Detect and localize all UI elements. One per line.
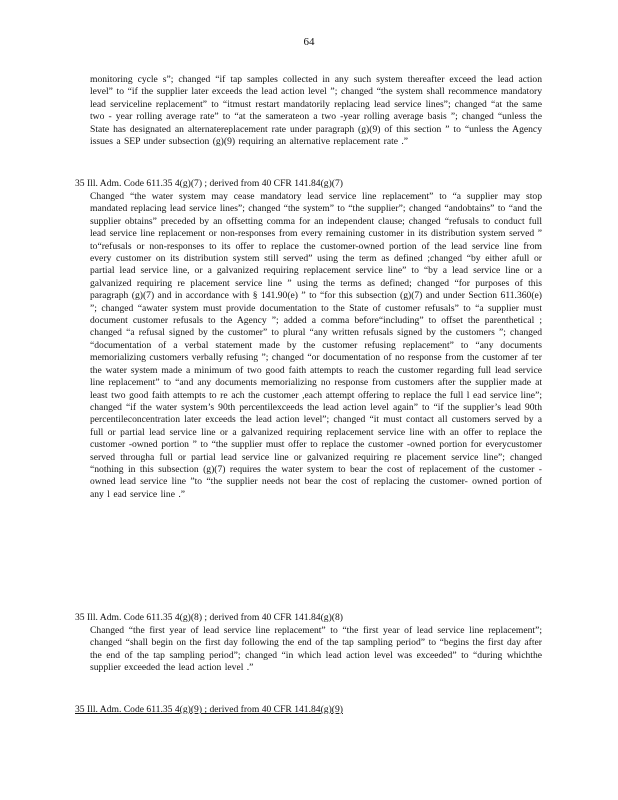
section-heading-g9: 35 Ill. Adm. Code 611.35 4(g)(9) ; derived from 40 CFR 141.84(g)(9) xyxy=(75,704,343,715)
paragraph-continuation: monitoring cycle s”; changed “if tap samples collected in any such system thereafter exceed the lead action level” to “if the supplier later exceeds the lead action level ”; changed “the system shall recommence mandatory lead serviceline replacement” to “itmust restart mandatorily replacing lead service lines”; changed “at the same two - year rolling average rate” to “at the samerateon a two -year rolling average basis ”; changed “unless the State has designated an alternatereplacement rate under paragraph (g)(9) of this section ” to “unless the Agency issues a SEP under subsection (g)(9) requiring an alternative replacement rate .” xyxy=(90,74,542,148)
page-number: 64 xyxy=(303,36,315,48)
section-heading-g8: 35 Ill. Adm. Code 611.35 4(g)(8) ; derived from 40 CFR 141.84(g)(8) xyxy=(75,612,343,623)
section-heading-g7: 35 Ill. Adm. Code 611.35 4(g)(7) ; derived from 40 CFR 141.84(g)(7) xyxy=(75,178,343,189)
paragraph-g7: Changed “the water system may cease mandatory lead service line replacement” to “a supplier may stop mandated replacing lead service lines”; changed “the system” to “the supplier”; changed “andobtains” to “and the supplier obtains” preceded by an offsetting comma for an independent clause; changed “refusals to conduct full lead service line replacement or non-responses from every remaining customer in its distribution system served ” to“refusals or non-responses to its offer to replace the customer-owned portion of the lead service line from every customer on its distribution system still served” using the term as defined ;changed “by either afull or partial lead service line, or a galvanized requiring replacement service line” to “by a lead service line or a galvanized requiring re placement service line ” using the terms as defined; changed “for purposes of this paragraph (g)(7) and in accordance with § 141.90(e) ” to “for this subsection (g)(7) and under Section 611.360(e) ”; changed “awater system must provide documentation to the State of customer refusals” to “a supplier must document customer refusals to the Agency ”; added a comma before“including” to offset the parenthetical ; changed “a refusal signed by the customer” to plural “any written refusals signed by the customers ”; changed “documentation of a verbal statement made by the customer refusing replacement” to “any documents memorializing customers verbally refusing ”; changed “or documentation of no response from the customer af ter the water system made a minimum of two good faith attempts to reach the customer regarding full lead service line replacement” to “and any documents memorializing no response from customers after the supplier made at least two good faith attempts to re ach the customer ,each attempt offering to replace the full l ead service line”; changed “if the water system’s 90th percentilexceeds the lead action level again” to “if the supplier’s lead 90th percentileconcentration later exceeds the lead action level”; changed “it must contact all customers served by a full or partial lead service line or a galvanized requiring replacement service line with an offer to replace the customer -owned portion ” to “the supplier must offer to replace the customer -owned portion for everycustomer served througha full or partial lead service line or galvanized requiring re placement service line”; changed “nothing in this subsection (g)(7) requires the water system to bear the cost of replacement of the customer - owned lead service line ”to “the supplier needs not bear the cost of replacing the customer- owned portion of any l ead service line .” xyxy=(90,191,542,500)
paragraph-g8: Changed “the first year of lead service line replacement” to “the first year of lead service line replacement”; changed “shall begin on the first day following the end of the tap sampling period” to “begins the first day after the end of the tap sampling period”; changed “in which lead action level was exceeded” to “during whichthe supplier exceeded the lead action level .” xyxy=(90,625,542,674)
